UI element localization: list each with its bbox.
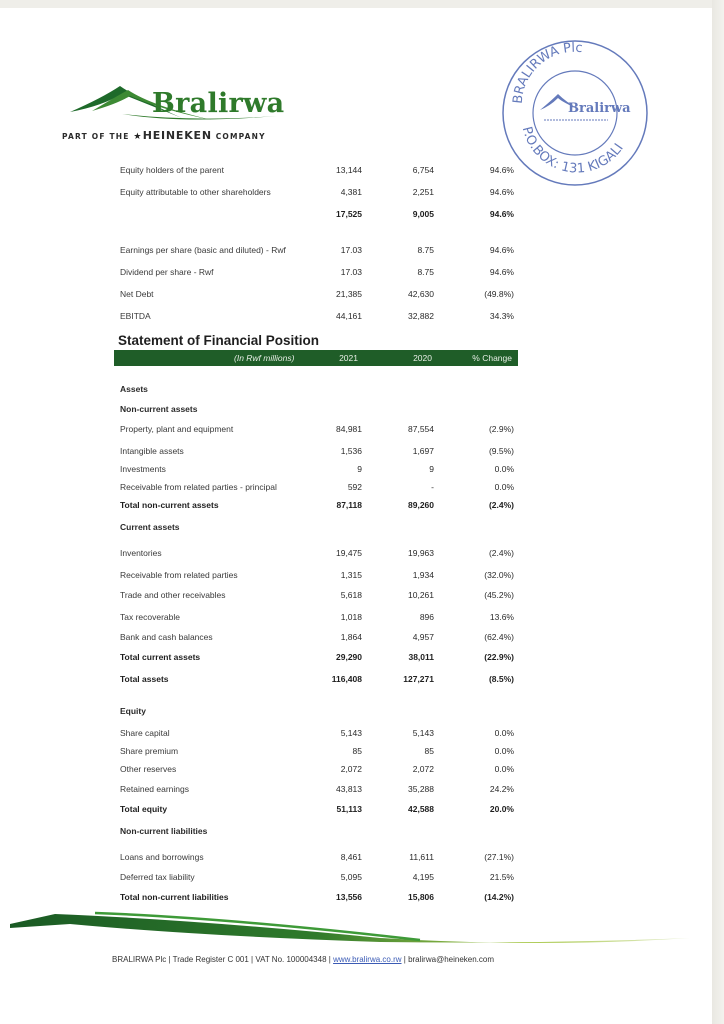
table-row (118, 305, 518, 327)
footer-sep: | (248, 955, 256, 964)
table-row (118, 458, 518, 476)
value-change: 94.6% (489, 209, 514, 219)
section-heading-row (118, 516, 518, 542)
value-2021: 4,381 (340, 187, 362, 197)
table-row (118, 542, 518, 564)
footer-trade-register: Trade Register C 001 (172, 955, 249, 964)
value-change: (9.5%) (488, 446, 514, 456)
logo-wordmark: Bralirwa (152, 88, 285, 119)
value-change: 21.5% (489, 872, 514, 882)
value-2020: 2,072 (412, 764, 434, 774)
row-label: Current assets (120, 522, 180, 532)
footer (112, 955, 612, 964)
row-label: Other reserves (120, 764, 177, 774)
value-change: (2.4%) (488, 548, 514, 558)
value-2021: 17.03 (340, 245, 362, 255)
table-row (118, 626, 518, 646)
value-change: 20.0% (489, 804, 514, 814)
section-heading-row (118, 700, 518, 722)
row-label: Loans and borrowings (120, 852, 204, 862)
stamp-bottom-text: P.O.BOX: 131 KIGALI (518, 125, 627, 177)
section-title: Statement of Financial Position (118, 333, 320, 348)
footer-sep: | (166, 955, 173, 964)
row-label: EBITDA (120, 311, 151, 321)
value-2021: 87,118 (336, 500, 362, 510)
row-label: Equity attributable to other shareholders (120, 187, 271, 197)
value-2020: 35,288 (408, 784, 434, 794)
row-label: Share premium (120, 746, 179, 756)
row-label: Total non-current assets (120, 500, 219, 510)
value-2021: 85 (352, 746, 362, 756)
row-label: Dividend per share - Rwf (120, 267, 214, 277)
table-row (118, 778, 518, 798)
value-2020: 4,195 (412, 872, 434, 882)
logo-tagline (62, 129, 266, 142)
column-header-2021: 2021 (339, 353, 358, 363)
footer-vat: VAT No. 100004348 (255, 955, 327, 964)
heineken-star-icon: ★ (133, 132, 143, 142)
row-label: Receivable from related parties - principal (120, 482, 277, 492)
row-label: Total current assets (120, 652, 201, 662)
total-row (118, 646, 518, 668)
stamp-top-text: BRALIRWA Plc (510, 40, 584, 105)
row-label: Non-current liabilities (120, 826, 208, 836)
value-2020: - (431, 482, 434, 492)
value-2021: 17,525 (336, 209, 362, 219)
value-2021: 9 (357, 464, 362, 474)
value-2021: 43,813 (336, 784, 362, 794)
row-label: Assets (120, 384, 148, 394)
footer-sep: | (401, 955, 409, 964)
total-row (118, 203, 518, 225)
table-row (118, 606, 518, 626)
table-row (118, 225, 518, 239)
row-label: Equity holders of the parent (120, 165, 224, 175)
row-label: Total non-current liabilities (120, 892, 229, 902)
footer-sep: | (326, 955, 334, 964)
value-change: 94.6% (489, 267, 514, 277)
total-row (118, 668, 518, 700)
row-label: Intangible assets (120, 446, 184, 456)
value-2020: 10,261 (408, 590, 434, 600)
table-row (118, 584, 518, 606)
footer-swoosh-icon (0, 898, 712, 948)
value-change: 0.0% (494, 482, 514, 492)
table-row (118, 181, 518, 203)
table-header (114, 350, 518, 366)
value-2021: 5,143 (340, 728, 362, 738)
value-2020: 127,271 (403, 674, 434, 684)
row-label: Trade and other receivables (120, 590, 226, 600)
value-2021: 84,981 (336, 424, 362, 434)
tagline-brand: HEINEKEN (142, 129, 212, 142)
value-2020: 19,963 (408, 548, 434, 558)
row-label: Tax recoverable (120, 612, 181, 622)
row-label: Bank and cash balances (120, 632, 213, 642)
value-2020: 4,957 (412, 632, 434, 642)
table-row (118, 239, 518, 261)
section-heading-row (118, 398, 518, 418)
value-2020: 1,934 (412, 570, 434, 580)
value-2020: 9,005 (412, 209, 434, 219)
value-2021: 17.03 (340, 267, 362, 277)
value-2021: 2,072 (340, 764, 362, 774)
footer-website-link[interactable]: www.bralirwa.co.rw (333, 955, 402, 964)
row-label: Receivable from related parties (120, 570, 238, 580)
footer-company: BRALIRWA Plc (112, 955, 167, 964)
row-label: Retained earnings (120, 784, 189, 794)
tagline-prefix: PART OF THE (62, 132, 130, 141)
value-change: (2.4%) (488, 500, 514, 510)
table-row (118, 846, 518, 866)
row-label: Property, plant and equipment (120, 424, 234, 434)
value-change: (49.8%) (484, 289, 514, 299)
row-label: Total equity (120, 804, 168, 814)
value-2021: 19,475 (336, 548, 362, 558)
value-2020: 9 (429, 464, 434, 474)
value-2021: 13,144 (336, 165, 362, 175)
value-2020: 87,554 (408, 424, 434, 434)
value-2020: 38,011 (408, 652, 434, 662)
value-2021: 51,113 (336, 804, 362, 814)
total-row (118, 494, 518, 516)
row-label: Net Debt (120, 289, 154, 299)
value-change: 34.3% (489, 311, 514, 321)
value-2021: 29,290 (336, 652, 362, 662)
tagline-suffix: COMPANY (215, 132, 266, 141)
value-change: (62.4%) (484, 632, 514, 642)
value-2021: 116,408 (331, 674, 362, 684)
value-2020: 6,754 (412, 165, 434, 175)
summary-table (118, 159, 518, 327)
value-2020: 11,611 (409, 852, 434, 862)
column-header-change: % Change (472, 353, 512, 363)
value-2021: 8,461 (340, 852, 362, 862)
value-2020: 8.75 (417, 245, 434, 255)
row-label: Total assets (120, 674, 169, 684)
value-change: 13.6% (489, 612, 514, 622)
value-2020: 32,882 (408, 311, 434, 321)
value-change: (22.9%) (484, 652, 514, 662)
row-label: Earnings per share (basic and diluted) - Rwf (120, 245, 286, 255)
value-2021: 5,095 (340, 872, 362, 882)
value-2020: 85 (424, 746, 434, 756)
value-change: 0.0% (494, 764, 514, 774)
value-change: (2.9%) (488, 424, 514, 434)
column-header-2020: 2020 (413, 353, 432, 363)
footer-email[interactable]: bralirwa@heineken.com (408, 955, 494, 964)
value-2020: 42,630 (408, 289, 434, 299)
unit-label: (In Rwf millions) (234, 353, 295, 363)
value-change: (27.1%) (484, 852, 514, 862)
table-row (118, 261, 518, 283)
value-change: 24.2% (489, 784, 514, 794)
value-2020: 8.75 (417, 267, 434, 277)
row-label: Share capital (120, 728, 170, 738)
value-change: (45.2%) (484, 590, 514, 600)
financial-position-table (118, 378, 518, 908)
value-2020: 5,143 (412, 728, 434, 738)
bralirwa-logo (62, 78, 302, 148)
value-change: 0.0% (494, 464, 514, 474)
value-change: (14.2%) (484, 892, 514, 902)
table-row (118, 476, 518, 494)
value-change: 0.0% (494, 728, 514, 738)
value-change: 94.6% (489, 165, 514, 175)
table-row (118, 758, 518, 778)
table-row (118, 722, 518, 740)
row-label: Inventories (120, 548, 162, 558)
value-2020: 15,806 (408, 892, 434, 902)
value-2021: 13,556 (336, 892, 362, 902)
section-heading-row (118, 378, 518, 398)
value-2021: 44,161 (336, 311, 362, 321)
table-row (118, 283, 518, 305)
table-row (118, 440, 518, 458)
value-2021: 1,315 (340, 570, 362, 580)
value-2021: 1,018 (340, 612, 362, 622)
value-2021: 1,536 (340, 446, 362, 456)
value-2021: 5,618 (340, 590, 362, 600)
row-label: Non-current assets (120, 404, 198, 414)
scan-right-edge (712, 0, 724, 1024)
value-2021: 1,864 (340, 632, 362, 642)
value-2020: 42,588 (408, 804, 434, 814)
row-label: Investments (120, 464, 166, 474)
table-row (118, 564, 518, 584)
scan-top-edge (0, 0, 724, 8)
value-2020: 2,251 (412, 187, 434, 197)
value-change: (8.5%) (488, 674, 514, 684)
value-change: 94.6% (489, 187, 514, 197)
company-stamp (500, 28, 650, 188)
value-2021: 592 (347, 482, 362, 492)
row-label: Equity (120, 706, 146, 716)
table-row (118, 159, 518, 181)
table-row (118, 418, 518, 440)
value-change: 0.0% (494, 746, 514, 756)
value-change: (32.0%) (484, 570, 514, 580)
value-change: 94.6% (489, 245, 514, 255)
table-row (118, 866, 518, 886)
value-2020: 89,260 (408, 500, 434, 510)
value-2020: 896 (419, 612, 434, 622)
value-2020: 1,697 (412, 446, 434, 456)
section-heading-row (118, 820, 518, 846)
stamp-logo-text: Bralirwa (568, 101, 631, 116)
table-row (118, 740, 518, 758)
row-label: Deferred tax liability (120, 872, 195, 882)
total-row (118, 798, 518, 820)
value-2021: 21,385 (336, 289, 362, 299)
